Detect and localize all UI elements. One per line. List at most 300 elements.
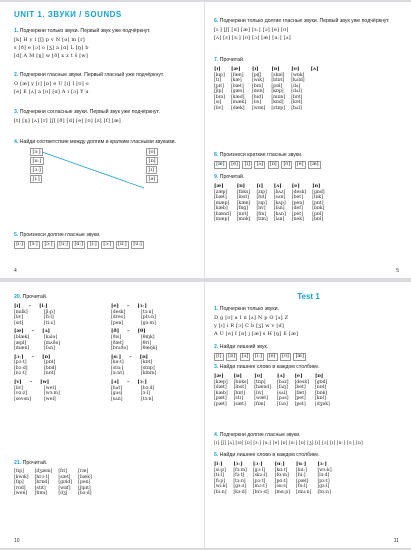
pair-header: [14, 354, 101, 361]
word-cell: [bʌz]: [273, 189, 286, 195]
page-4: [0, 2, 205, 278]
task-21: [14, 460, 198, 497]
word-cell: [plɜːn]: [141, 315, 156, 321]
sound-box: [ɜː]: [28, 241, 40, 249]
pair-line: [111, 397, 198, 403]
sound-box: [ʊ]: [280, 353, 291, 361]
word-cell: [ræ]: [78, 469, 89, 475]
pair-header-part: –: [31, 353, 35, 360]
task-instruction: Подчеркни согласные звуки. Первый звук уже подчёркнут.: [19, 109, 160, 115]
test-task-3: [214, 364, 401, 407]
word-cell: [bɪn]: [252, 83, 263, 89]
task-8: [214, 152, 401, 169]
task-number: 4.: [14, 139, 19, 145]
task-number: 20.: [14, 294, 22, 300]
word-cell: [bɪn]: [214, 94, 225, 100]
book-spread-top: [0, 2, 411, 278]
word-cell: [gɜːm]: [141, 320, 156, 326]
column-header: [uː]: [296, 461, 307, 468]
word-cell: [dʒæm]: [34, 469, 53, 475]
word-cell: [bæt]: [230, 83, 244, 89]
word-cell: [lɪv]: [256, 206, 266, 212]
word-cell: [mæp]: [214, 217, 230, 223]
word-cell: [tiːz]: [44, 320, 55, 326]
task-instruction: Подчеркни только звуки. Первый звук уже подчёркнут.: [19, 28, 151, 34]
word-cell: [wɜːk]: [317, 467, 332, 473]
test-task-4: [214, 432, 401, 446]
word-cell: [dres]: [111, 315, 125, 321]
reading-table: [14, 469, 98, 497]
word-cell: [kʌld]: [291, 78, 305, 84]
word-cell: [pet]: [291, 211, 303, 217]
word-cell: [lɪv]: [254, 390, 264, 396]
table-row: [214, 473, 338, 479]
word-cell: [siːp]: [214, 467, 226, 473]
word-cell: [bɜːd]: [141, 385, 155, 391]
word-cell: [ðɪs]: [111, 335, 122, 341]
column-header: [ɪ]: [214, 66, 221, 73]
word-cell: [pɔːt]: [14, 360, 27, 366]
word-cell: [wæt]: [254, 396, 268, 402]
word-cell: [sɑːs]: [274, 484, 288, 490]
word-cell: [sæt]: [233, 401, 246, 407]
word-cell: [fɪt]: [58, 469, 67, 475]
word-cell: [kɑːt]: [111, 360, 124, 366]
pair-header: [14, 379, 101, 386]
pair-line: [14, 346, 101, 352]
pair-header-part: [ɪ]: [14, 303, 21, 310]
matching-line: [14, 148, 199, 196]
column-header: [ɜː]: [317, 461, 327, 468]
task-2: [14, 72, 198, 96]
column-header: [iː]: [214, 461, 223, 468]
table-row: [214, 217, 331, 223]
table-row: [14, 491, 98, 497]
word-cell: [ðæt]: [111, 340, 124, 346]
task-instruction: Найди лишнее слово в каждом столбике.: [219, 452, 320, 458]
page-number: 11: [393, 538, 399, 544]
word-cell: [kʌp]: [273, 200, 286, 206]
sound-row: A U [e] f [ɒ] j [æ] s H [ŋ] E [æ]: [214, 331, 299, 338]
word-cell: [bet]: [291, 195, 303, 201]
column-header: [ʌ]: [310, 66, 319, 73]
word-cell: [pɪʃ]: [252, 72, 262, 78]
word-cell: [mɒn]: [271, 94, 286, 100]
word-cell: [fʌn]: [277, 401, 288, 407]
word-cell: [hɪd]: [252, 94, 263, 100]
word-cell: [fɪn]: [256, 211, 267, 217]
sound-box: [e]: [295, 161, 306, 169]
word-cell: [lɪv]: [214, 105, 224, 111]
word-cell: [kæd]: [230, 94, 245, 100]
pair-header-part: –: [126, 303, 130, 310]
task-number: 7.: [214, 57, 219, 63]
sound-box: [iː]: [30, 175, 42, 183]
word-cell: [bɒk]: [314, 390, 328, 396]
reading-table: [214, 66, 325, 111]
word-cell: [pæl]: [296, 478, 309, 484]
sound-pair-group: [111, 379, 198, 402]
word-cell: [kæb]: [214, 206, 228, 212]
word-cell: [mæn]: [14, 346, 30, 352]
word-cell: [mɪlk]: [14, 309, 28, 315]
word-cell: [kɑːt]: [274, 467, 288, 473]
task-6: [214, 18, 401, 42]
word-cell: [sɪp]: [256, 200, 267, 206]
reading-table: [214, 183, 331, 223]
word-cell: [fɜːt]: [233, 473, 245, 479]
word-cell: [sʌn]: [111, 396, 123, 402]
word-cell: [klɒm]: [141, 371, 157, 377]
word-cell: [def]: [291, 206, 303, 212]
word-cell: [muːn]: [296, 489, 312, 495]
word-cell: [fʌn]: [44, 346, 55, 352]
task-number: 3.: [214, 364, 219, 370]
table-row: [214, 402, 336, 408]
word-cell: [sʌl]: [277, 390, 288, 396]
sound-box: [uː]: [30, 157, 44, 165]
task-instruction: Найди соответствие между долгим и кратким гласными звуками.: [19, 139, 176, 145]
table-row: [214, 106, 325, 112]
word-cell: [kɪp]: [214, 72, 225, 78]
sound-box: [ʌ]: [240, 353, 251, 361]
task-number: 2.: [14, 72, 19, 78]
word-cell: [θɪŋk]: [141, 335, 155, 341]
sound-box: [ɔː]: [30, 166, 43, 174]
word-cell: [wɪm]: [252, 105, 266, 111]
word-cell: [kɒl]: [314, 396, 326, 402]
word-cell: [stɒp]: [271, 105, 286, 111]
column-header: [ɒ]: [312, 183, 321, 190]
word-cell: [ʃiːp]: [44, 309, 55, 315]
word-cell: [ɜːl]: [141, 391, 150, 397]
column-header: [ɜː]: [233, 461, 243, 468]
sound-row: O [æ] y [ɪ] [ɒ] e U [ɪ] I [ʊ] o: [14, 80, 89, 87]
matching-exercise: [14, 148, 198, 196]
short-vowels-column: [146, 148, 158, 184]
sound-pair-group: [111, 354, 198, 377]
pair-header-part: [ɑː]: [111, 353, 122, 360]
pair-header-part: [ð]: [111, 328, 120, 335]
sound-row: [ʌ] [ɛ] [ɜː] [ʊ] [ɔ] [æ] [uː] [ʌ]: [214, 34, 291, 41]
word-cell: [bæk]: [78, 474, 92, 480]
word-cell: [pɒt]: [312, 200, 324, 206]
task-instruction: Подчеркни только звуки.: [219, 306, 279, 312]
word-cell: [θæŋk]: [141, 346, 158, 352]
task-number: 1.: [14, 28, 19, 34]
task-instruction: Произнеси долгие гласные звуки.: [19, 232, 101, 238]
word-cell: [dæk]: [230, 105, 245, 111]
word-cell: [pɑːt]: [274, 478, 288, 484]
word-cell: [brɔːt]: [34, 474, 50, 480]
test-title: Test 1: [297, 292, 320, 301]
sound-box: [ɪ]: [214, 353, 224, 361]
sound-box: [ɔː]: [42, 241, 54, 249]
word-cell: [nɒt]: [44, 371, 56, 377]
word-cell: [bɒks]: [233, 379, 249, 385]
pair-header: [111, 379, 198, 386]
word-cell: [zæp]: [214, 189, 228, 195]
word-cell: [dʒ]: [58, 491, 68, 497]
word-cell: [lʌn]: [273, 217, 285, 223]
reading-table: [214, 461, 338, 495]
task-instruction: Прочитай.: [219, 174, 245, 180]
pair-header-part: –: [29, 378, 33, 385]
word-cell: [dæt]: [214, 385, 227, 391]
test-task-5: [214, 452, 401, 495]
word-cell: [sevən]: [14, 396, 31, 402]
task-number: 8.: [214, 152, 219, 158]
word-cell: [θri]: [141, 340, 152, 346]
task-9: [214, 174, 401, 223]
sound-row: [k] H y l [ʃ] p v N [ə] m [r]: [14, 36, 85, 43]
word-cell: [fiːl]: [44, 315, 54, 321]
sound-row: [t] [ŋ] [ʌ] [r] [ʃ] [ð] [d] [e] [ʊ] [z] [f] [æ]: [14, 117, 121, 124]
unit-title: UNIT 1. ЗВУКИ / SOUNDS: [14, 10, 122, 19]
sound-box: [iː]: [14, 241, 25, 249]
pair-line: [14, 321, 101, 327]
word-cell: [mæk]: [230, 100, 246, 106]
word-cell: [pɒl]: [312, 211, 324, 217]
pair-line: [111, 346, 198, 352]
pair-header-part: [ɜː]: [137, 303, 147, 310]
pair-header-part: [ɜː]: [137, 378, 147, 385]
pair-header-part: [ɒ]: [139, 353, 148, 360]
word-cell: [bʊt]: [291, 94, 303, 100]
word-cell: [fɑːm]: [274, 473, 289, 479]
word-cell: [ʃɪp]: [214, 89, 224, 95]
column-header: [ɒ]: [236, 183, 245, 190]
word-cell: [vɑːz]: [14, 391, 28, 397]
page-number: 4: [14, 268, 17, 274]
word-cell: [kɒt]: [141, 360, 153, 366]
sound-box-row: [14, 241, 198, 249]
word-cell: [hænd]: [254, 385, 272, 391]
task-number: 1.: [214, 306, 219, 312]
test-task-1: [214, 306, 401, 338]
word-cell: [fɪmɪ]: [34, 491, 48, 497]
word-cell: [kæb]: [214, 390, 228, 396]
sound-pair-group: [111, 328, 198, 351]
word-cell: [desk]: [291, 189, 307, 195]
task-number: 9.: [214, 174, 219, 180]
word-cell: [fʌn]: [273, 206, 285, 212]
word-cell: [kæp]: [214, 379, 228, 385]
column-header: [ɒ]: [233, 373, 242, 380]
table-row: [214, 490, 338, 496]
pair-header-part: [ʌ]: [42, 328, 51, 335]
word-cell: [wel]: [44, 396, 56, 402]
task-number: 3.: [14, 109, 19, 115]
task-3: [14, 109, 198, 124]
word-cell: [wɒf]: [58, 485, 71, 491]
word-cell: [bɒt]: [233, 390, 245, 396]
sound-box: [æ]: [293, 353, 306, 361]
pair-header: [111, 328, 198, 335]
word-cell: [gæs]: [230, 89, 245, 95]
word-cell: [zɪp]: [256, 189, 267, 195]
word-cell: [tɪm]: [256, 217, 268, 223]
word-cell: [bʌt]: [111, 385, 122, 391]
word-cell: [stɪ]: [233, 396, 243, 402]
word-cell: [tɜːn]: [141, 396, 154, 402]
word-cell: [tiːl]: [214, 473, 224, 479]
sound-box: [ɔː]: [101, 241, 113, 249]
sound-box: [æ]: [308, 161, 321, 169]
pair-header: [14, 328, 101, 335]
column-header: [ɔː]: [252, 461, 263, 468]
sound-row: y [ɪ] i R [ɔ] C b [ʒ] w v [d]: [214, 322, 285, 329]
pair-header-part: [v]: [14, 378, 22, 385]
pair-header-part: [iː]: [39, 303, 48, 310]
word-cell: [desk]: [294, 379, 309, 385]
word-cell: [brɔːd]: [252, 489, 269, 495]
word-cell: [wɪk]: [252, 78, 264, 84]
pair-header-part: –: [127, 328, 130, 335]
word-cell: [tɪp]: [14, 469, 24, 475]
page-number: 10: [14, 538, 20, 544]
word-cell: [dʒɒk]: [314, 401, 330, 407]
word-cell: [lɪs]: [252, 100, 261, 106]
task-number: 6.: [214, 18, 219, 24]
word-cell: [kɑː]: [296, 467, 307, 473]
pair-header-part: [ʌ]: [111, 378, 119, 385]
column-header: [ɒ]: [314, 373, 324, 380]
word-cell: [bɒl]: [312, 217, 324, 223]
word-cell: [gɔːl]: [252, 467, 265, 473]
word-cell: [stɪt]: [34, 485, 46, 491]
sound-box: [e]: [229, 161, 240, 169]
word-cell: [pen]: [291, 200, 304, 206]
word-cell: [ʃɪpɪt]: [78, 485, 91, 491]
word-cell: [lɪv]: [14, 385, 24, 391]
pair-header-part: [w]: [40, 378, 50, 385]
word-cell: [biː]: [296, 473, 306, 479]
word-cell: [fʌŋ]: [277, 385, 288, 391]
word-cell: [bɜːn]: [317, 489, 331, 495]
word-cell: [wɒk]: [291, 72, 305, 78]
pair-line: [14, 397, 101, 403]
sound-box-row: [214, 353, 401, 361]
column-header: [ʌ]: [273, 183, 282, 190]
word-cell: [bɜːd]: [78, 491, 92, 497]
word-cell: [gɜːs]: [233, 484, 247, 490]
word-cell: [bɒd]: [44, 365, 57, 371]
word-cell: [nɒt]: [314, 385, 327, 391]
pair-header: [111, 303, 198, 310]
sound-box: [ɒ]: [146, 157, 158, 165]
task-number: 5.: [214, 452, 219, 458]
task-number: 5.: [14, 232, 19, 238]
task-instruction: Прочитай.: [22, 294, 48, 300]
word-cell: [hɪt]: [256, 195, 267, 201]
pair-header-part: [æ]: [14, 328, 24, 335]
word-cell: [dʌl]: [291, 89, 302, 95]
word-cell: [lɒst]: [236, 195, 249, 201]
word-cell: [fɒn]: [254, 401, 266, 407]
task-instruction: Прочитай.: [22, 460, 48, 466]
word-cell: [tɜːn]: [141, 309, 154, 315]
table-row: [214, 484, 338, 490]
column-header: [æ]: [230, 66, 241, 73]
sound-box: [ʌ]: [254, 161, 265, 169]
word-cell: [pen]: [111, 320, 124, 326]
word-cell: [bʌn]: [273, 211, 286, 217]
word-cell: [pen]: [78, 480, 91, 486]
pair-header-part: [θ]: [137, 328, 146, 335]
pair-header-part: –: [126, 378, 130, 385]
pair-header: [111, 354, 198, 361]
sound-pair-group: [14, 303, 101, 326]
word-cell: [pɪt]: [214, 83, 224, 89]
word-cell: [bɒk]: [312, 206, 325, 212]
task-instruction: Прочитай.: [219, 57, 245, 63]
test-task-2: [214, 344, 401, 361]
word-cell: [kæ]: [230, 78, 242, 84]
word-cell: [blɒt]: [271, 78, 285, 84]
pair-header-part: [e]: [111, 303, 119, 310]
sound-box: [ɑː]: [116, 241, 129, 249]
column-header: [ʌ]: [277, 373, 285, 380]
task-instruction: Подчеркни только долгие гласные звуки. Первый звук уже подчёркнут.: [219, 18, 390, 24]
word-cell: [brɒd]: [34, 480, 50, 486]
word-cell: [dʌ]: [291, 83, 301, 89]
task-instruction: Найди лишнее слово в каждом столбике.: [219, 364, 320, 370]
word-cell: [skɒl]: [271, 72, 285, 78]
word-cell: [pet]: [294, 401, 306, 407]
task-20: [14, 294, 198, 404]
page-number: 5: [396, 268, 399, 274]
word-cell: [lɜːd]: [317, 473, 330, 479]
sound-row: [ɪ] [ʃ] [ʌ] [ɪə] [ɒ] [ɜː] [uː] [e] [ɒ] [ɑː] [ɒ] [ʒ] [ɪ] [ɔ] [ɪ] [ɑː] [ɜː] [ɒ]: [214, 440, 363, 446]
column-header: [ʊ]: [254, 373, 263, 380]
column-header: [æ]: [214, 373, 224, 380]
word-cell: [pæt]: [214, 396, 227, 402]
word-cell: [biːn]: [214, 489, 227, 495]
word-cell: [fuːl]: [296, 484, 308, 490]
column-header: [ʊ]: [291, 66, 300, 73]
word-cell: [fɒg]: [236, 206, 248, 212]
task-number: 4.: [214, 432, 219, 438]
word-cell: [pɒl]: [271, 83, 283, 89]
word-cell: [kɜːd]: [233, 489, 247, 495]
word-cell: [ɑːnt]: [111, 371, 124, 377]
task-instruction: Подчеркни долгие гласные звуки.: [219, 432, 301, 438]
sound-box: [ɪ]: [146, 166, 157, 174]
sound-box: [ɑː]: [72, 241, 85, 249]
word-cell: [lɒk]: [312, 195, 323, 201]
word-cell: [mɒk]: [236, 217, 251, 223]
word-cell: [nek]: [291, 217, 304, 223]
task-instruction: Произнеси краткие гласные звуки.: [219, 152, 303, 158]
word-cell: [bɔːd]: [14, 365, 28, 371]
page-11: [206, 282, 411, 548]
word-cell: [tɪ]: [214, 78, 221, 84]
column-header: [e]: [294, 373, 303, 380]
word-cell: [fæt]: [294, 390, 307, 396]
word-cell: [sɪ]: [214, 100, 222, 106]
word-cell: [mɑːp]: [274, 489, 291, 495]
pair-header-part: [ɒ]: [42, 353, 51, 360]
pair-line: [14, 371, 101, 377]
column-header: [ɪ]: [252, 66, 259, 73]
word-cell: [bʌz]: [277, 379, 289, 385]
word-cell: [pɒt]: [44, 360, 56, 366]
word-cell: [pæt]: [214, 401, 227, 407]
task-number: 2.: [214, 344, 219, 350]
word-cell: [pet]: [294, 396, 306, 402]
word-cell: [tɜːn]: [233, 478, 246, 484]
